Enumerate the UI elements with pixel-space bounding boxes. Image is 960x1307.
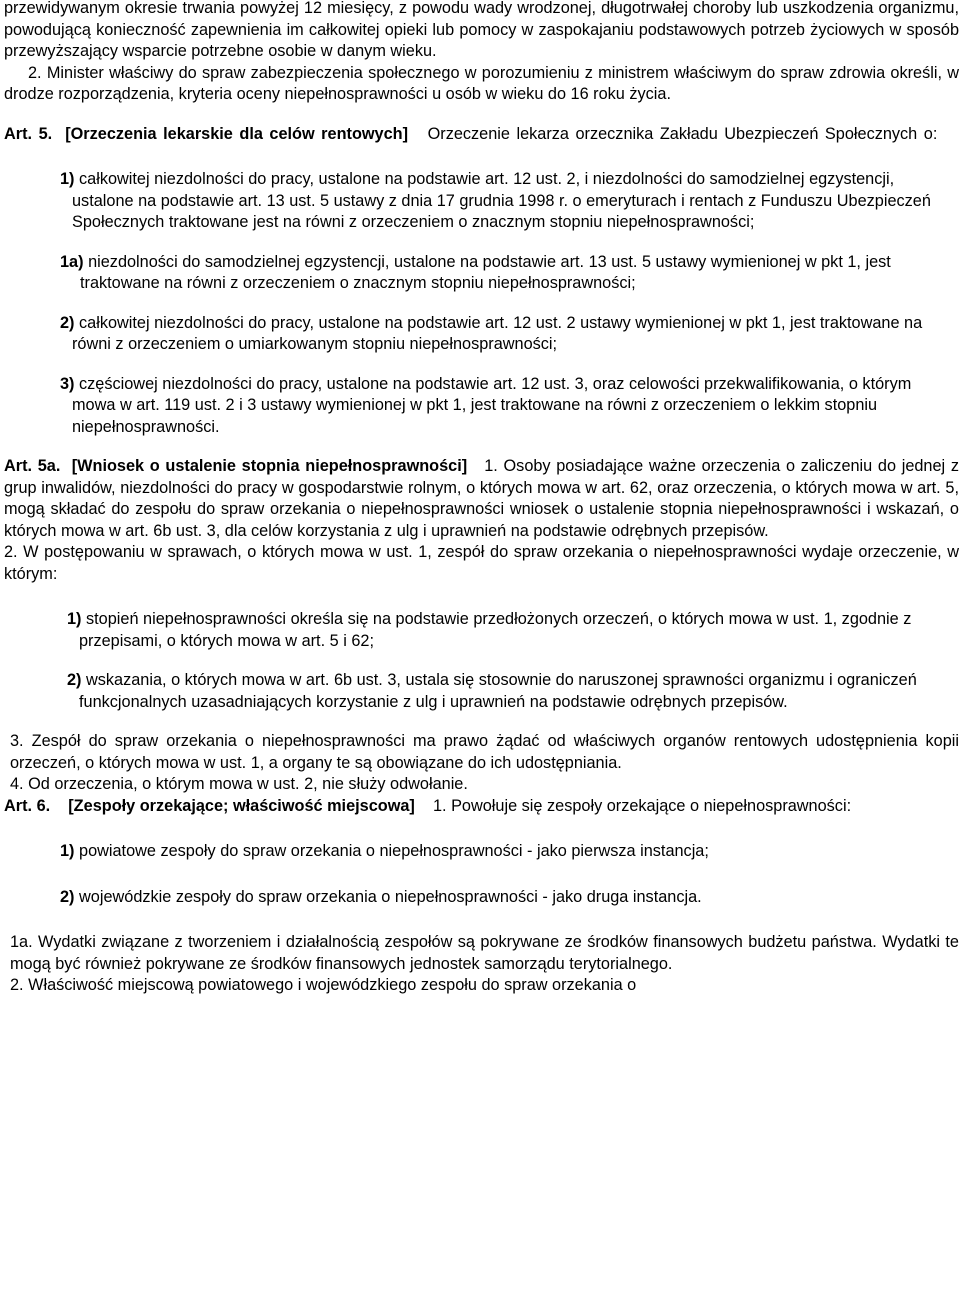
- article-5a-ust4: 4. Od orzeczenia, o którym mowa w ust. 2, nie służy odwołanie.: [10, 775, 468, 793]
- list-item: 2) całkowitej niezdolności do pracy, ustalone na podstawie art. 12 ust. 2 ustawy wymienionej w pkt 1, jest traktowane na równi z orzeczeniem o umiarkowanym stopniu niepełnosprawności;: [60, 313, 923, 353]
- article-ust1: 1. Osoby posiadające ważne orzeczenia o zaliczeniu do jednej z grup inwalidów, niezdolności do pracy w gospodarstwie rolnym, o których mowa w art. 62, oraz orzeczenia, o których mowa w art. 5, mogą składać do zespołu do spraw orzekania o niepełnosprawności wniosek o ustalenie stopnia niepełnosprawności i wskazań, o których mowa w art. 6b ust. 3, dla celów korzystania z ulg i uprawnień na podstawie odrębnych przepisów.: [4, 457, 959, 540]
- article-ust1: 1. Powołuje się zespoły orzekające o niepełnosprawności:: [432, 796, 852, 815]
- list-item: 1) powiatowe zespoły do spraw orzekania o niepełnosprawności - jako pierwsza instancja;: [60, 842, 709, 860]
- document-page: [4, 0, 959, 997]
- article-title: [Wniosek o ustalenie stopnia niepełnosprawności]: [71, 457, 468, 475]
- list-item: 3) częściowej niezdolności do pracy, ustalone na podstawie art. 12 ust. 3, oraz celowości przekwalifikowania, o którym mowa w art. 119 ust. 2 i 3 ustawy wymienionej w pkt 1, jest traktowane na równi z orzeczeniem o lekkim stopniu niepełnosprawności.: [60, 374, 912, 436]
- list-item: 2) wojewódzkie zespoły do spraw orzekania o niepełnosprawności - jako druga instancja.: [60, 887, 702, 906]
- article-title: [Orzeczenia lekarskie dla celów rentowych]: [65, 124, 409, 143]
- paragraph-intro: przewidywanym okresie trwania powyżej 12 miesięcy, z powodu wady wrodzonej, długotrwałej choroby lub uszkodzenia organizmu, powodującą konieczność zapewnienia im całkowitej opieki lub pomocy w zaspokajaniu podstawowych potrzeb życiowych w sposób przewyższający wsparcie potrzebne osobie w danym wieku.: [4, 0, 959, 60]
- list-item: 1a) niezdolności do samodzielnej egzystencji, ustalone na podstawie art. 13 ust. 5 ustawy wymienionej w pkt 1, jest traktowane na równi z orzeczeniem o znacznym stopniu niepełnosprawności;: [60, 252, 891, 292]
- article-5a: [4, 456, 959, 542]
- article-title: [Zespoły orzekające; właściwość miejscowa]: [68, 796, 415, 815]
- article-5a-ust2: 2. W postępowaniu w sprawach, o których mowa w ust. 1, zespół do spraw orzekania o niepełnosprawności wydaje orzeczenie, w którym:: [4, 543, 959, 583]
- article-text: Orzeczenie lekarza orzecznika Zakładu Ubezpieczeń Społecznych o:: [427, 124, 938, 143]
- ust-number: 2.: [28, 63, 42, 82]
- article-5a-ust3: 3. Zespół do spraw orzekania o niepełnosprawności ma prawo żądać od właściwych organów rentowych udostępnienia kopii orzeczeń, o których mowa w ust. 1, a organy te są obowiązane do ich udostępniania.: [10, 732, 959, 772]
- list-item: 1) stopień niepełnosprawności określa się na podstawie przedłożonych orzeczeń, o których mowa w ust. 1, zgodnie z przepisami, o których mowa w art. 5 i 62;: [67, 610, 912, 650]
- list-item: 2) wskazania, o których mowa w art. 6b ust. 3, ustala się stosownie do naruszonej sprawności organizmu i ograniczeń funkcjonalnych uzasadniających korzystanie z ulg i uprawnień na podstawie odrębnych przepisów.: [67, 671, 917, 711]
- article-6: [4, 796, 959, 818]
- article-6-ust1a: 1a. Wydatki związane z tworzeniem i działalnością zespołów są pokrywane ze środków finansowych budżetu państwa. Wydatki te mogą być również pokrywane ze środków finansowych jednostek samorządu terytorialnego.: [10, 933, 959, 973]
- article-5-header: [4, 124, 959, 146]
- list-item: 1) całkowitej niezdolności do pracy, ustalone na podstawie art. 12 ust. 2, i niezdolności do samodzielnej egzystencji, ustalone na podstawie art. 13 ust. 5 ustawy z dnia 17 grudnia 1998 r. o emeryturach i rentach z Funduszu Ubezpieczeń Społecznych traktowane jest na równi z orzeczeniem o znacznym stopniu niepełnosprawności;: [60, 170, 931, 231]
- article-6-ust2: 2. Właściwość miejscową powiatowego i wojewódzkiego zespołu do spraw orzekania o: [10, 976, 637, 994]
- article-label: Art. 5a.: [4, 457, 61, 475]
- paragraph-art4-ust2: [4, 63, 959, 106]
- ust-text: Minister właściwy do spraw zabezpieczenia społecznego w porozumieniu z ministrem właściwym do spraw zdrowia określi, w drodze rozporządzenia, kryteria oceny niepełnosprawności u osób w wieku do 16 roku życia.: [4, 63, 959, 103]
- article-label: Art. 5.: [4, 124, 53, 143]
- article-label: Art. 6.: [4, 796, 51, 815]
